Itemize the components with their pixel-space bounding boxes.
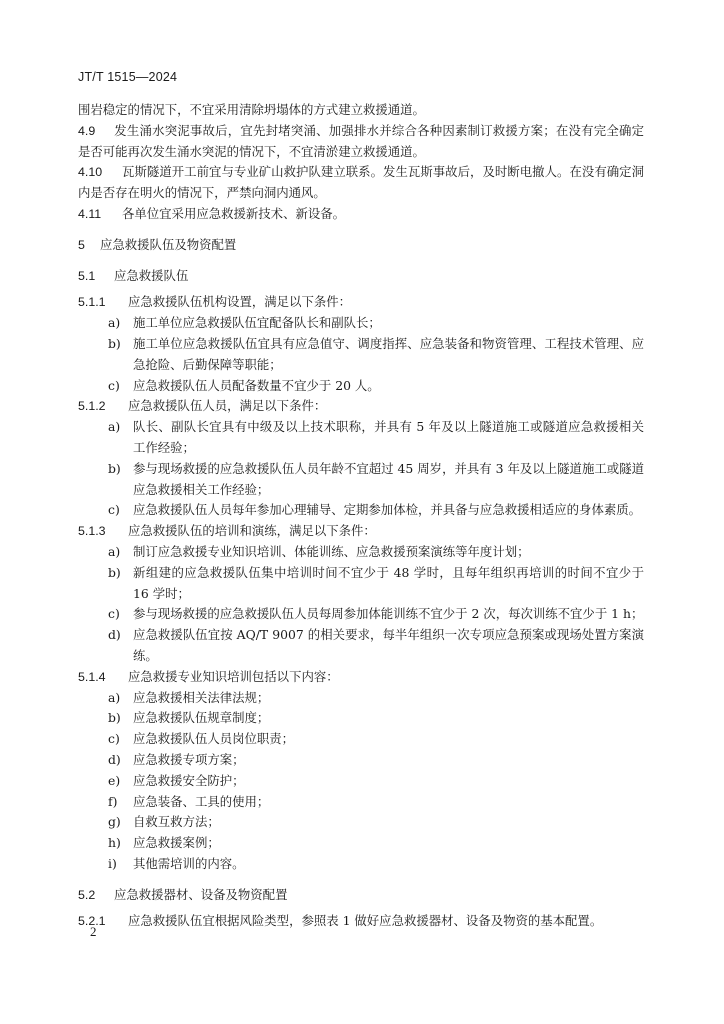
section-heading-5-2: [78, 885, 644, 906]
clause-number: 5.1.2: [78, 399, 106, 414]
list-text: 应急救援队伍人员配备数量不宜少于 20 人。: [133, 377, 380, 393]
clause-text: 应急救援队伍宜根据风险类型，参照表 1 做好应急救援器材、设备及物资的基本配置。: [128, 913, 603, 929]
clause-5-1-4: [78, 667, 644, 688]
list-marker: c): [108, 377, 120, 393]
section-title: 应急救援队伍: [114, 267, 189, 283]
section-heading-5: [78, 235, 644, 256]
list-text: 新组建的应急救援队伍集中培训时间不宜少于 48 学时，且每年组织再培训的时间不宜少于 16 学时；: [133, 564, 644, 601]
list-item: [78, 708, 644, 729]
list-item: [78, 729, 644, 750]
clause-text: 应急救援队伍机构设置，满足以下条件：: [128, 294, 352, 310]
section-number: 5.1: [78, 268, 96, 283]
section-title: 应急救援器材、设备及物资配置: [114, 886, 288, 902]
clause-5-1-2: [78, 396, 644, 417]
clause-5-1-3: [78, 521, 644, 542]
list-text: 应急救援队伍规章制度；: [133, 710, 270, 726]
list-marker: c): [108, 606, 120, 622]
list-text: 参与现场救援的应急救援队伍人员年龄不宜超过 45 周岁，并具有 3 年及以上隧道施工或隧道应急救援相关工作经验；: [133, 460, 644, 497]
list-marker: a): [108, 315, 121, 331]
list-text: 施工单位应急救援队伍宜配备队长和副队长；: [133, 315, 381, 331]
clause-number: 4.10: [78, 165, 103, 180]
list-item: [78, 563, 644, 605]
clause-number: 5.1.1: [78, 295, 106, 310]
list-item: [78, 376, 644, 397]
list-marker: h): [108, 835, 121, 851]
clause-number: 5.1.4: [78, 669, 106, 684]
clause-number: 5.1.3: [78, 524, 106, 539]
page-number: 2: [90, 924, 97, 939]
list-text: 应急救援队伍人员每年参加心理辅导、定期参加体检，并具备与应急救援相适应的身体素质。: [133, 502, 642, 518]
list-text: 参与现场救援的应急救援队伍人员每周参加体能训练不宜少于 2 次，每次训练不宜少于 1 h；: [133, 606, 644, 622]
clause-text: 应急救援队伍人员，满足以下条件：: [128, 398, 327, 414]
clause-number: 4.11: [78, 206, 102, 221]
section-heading-5-1: [78, 266, 644, 287]
list-item: [78, 792, 644, 813]
clause-4-10: [78, 162, 644, 204]
list-text: 制订应急救援专业知识培训、体能训练、应急救援预案演练等年度计划；: [133, 543, 530, 559]
list-text: 自救互救方法；: [133, 814, 220, 830]
list-marker: b): [108, 460, 121, 476]
clause-text: 发生涌水突泥事故后，宜先封堵突涌、加强排水并综合各种因素制订救援方案；在没有完全确定是否可能再次发生涌水突泥的情况下，不宜清淤建立救援通道。: [78, 122, 644, 159]
section-number: 5: [78, 237, 85, 252]
section-number: 5.2: [78, 887, 96, 902]
clause-text: 应急救援专业知识培训包括以下内容：: [128, 668, 339, 684]
paragraph-continuation: 围岩稳定的情况下，不宜采用清除坍塌体的方式建立救援通道。: [78, 102, 425, 117]
list-item: [78, 604, 644, 625]
list-text: 应急救援专项方案；: [133, 751, 245, 767]
list-text: 施工单位应急救援队伍宜具有应急值守、调度指挥、应急装备和物资管理、工程技术管理、应急抢险、后勤保障等职能；: [133, 335, 644, 372]
list-text: 应急救援相关法律法规；: [133, 689, 270, 705]
list-item: [78, 334, 644, 376]
list-marker: b): [108, 564, 121, 580]
list-marker: b): [108, 335, 121, 351]
list-item: [78, 417, 644, 459]
clause-5-2-1: [78, 911, 644, 932]
list-item: [78, 771, 644, 792]
clause-text: 各单位宜采用应急救援新技术、新设备。: [122, 205, 346, 221]
list-item: [78, 625, 644, 667]
list-text: 其他需培训的内容。: [133, 855, 245, 871]
list-marker: a): [108, 689, 121, 705]
list-marker: f): [108, 793, 118, 809]
list-text: 应急装备、工具的使用；: [133, 793, 270, 809]
list-item: [78, 459, 644, 501]
list-marker: e): [108, 772, 121, 788]
clause-text: 瓦斯隧道开工前宜与专业矿山救护队建立联系。发生瓦斯事故后，及时断电撤人。在没有确定洞内是否存在明火的情况下，严禁向洞内通风。: [78, 164, 644, 201]
clause-4-9: [78, 121, 644, 163]
list-item: [78, 833, 644, 854]
page-body: [78, 100, 644, 932]
clause-number: 4.9: [78, 123, 96, 138]
list-item: [78, 500, 644, 521]
list-item: [78, 542, 644, 563]
list-item: [78, 750, 644, 771]
list-item: [78, 688, 644, 709]
list-item: [78, 854, 644, 875]
clause-text: 应急救援队伍的培训和演练，满足以下条件：: [128, 523, 376, 539]
list-marker: a): [108, 543, 121, 559]
clause-5-1-1: [78, 292, 644, 313]
list-text: 应急救援安全防护；: [133, 772, 245, 788]
section-title: 应急救援队伍及物资配置: [100, 236, 237, 252]
list-marker: d): [108, 751, 121, 767]
list-text: 应急救援队伍人员岗位职责；: [133, 731, 295, 747]
list-marker: a): [108, 419, 121, 435]
clause-4-11: [78, 204, 644, 225]
list-item: [78, 812, 644, 833]
list-text: 应急救援队伍宜按 AQ/T 9007 的相关要求，每半年组织一次专项应急预案或现场处置方案演练。: [133, 627, 644, 663]
list-marker: b): [108, 710, 121, 726]
clause-number: 5.2.1: [78, 914, 106, 929]
document-code: JT/T 1515—2024: [78, 70, 178, 84]
list-item: [78, 313, 644, 334]
list-marker: c): [108, 731, 120, 747]
list-text: 队长、副队长宜具有中级及以上技术职称，并具有 5 年及以上隧道施工或隧道应急救援相关工作经验；: [133, 419, 644, 455]
list-text: 应急救援案例；: [133, 835, 220, 851]
list-marker: g): [108, 814, 121, 830]
list-marker: d): [108, 627, 121, 643]
list-marker: c): [108, 502, 120, 518]
list-marker: i): [108, 855, 117, 871]
